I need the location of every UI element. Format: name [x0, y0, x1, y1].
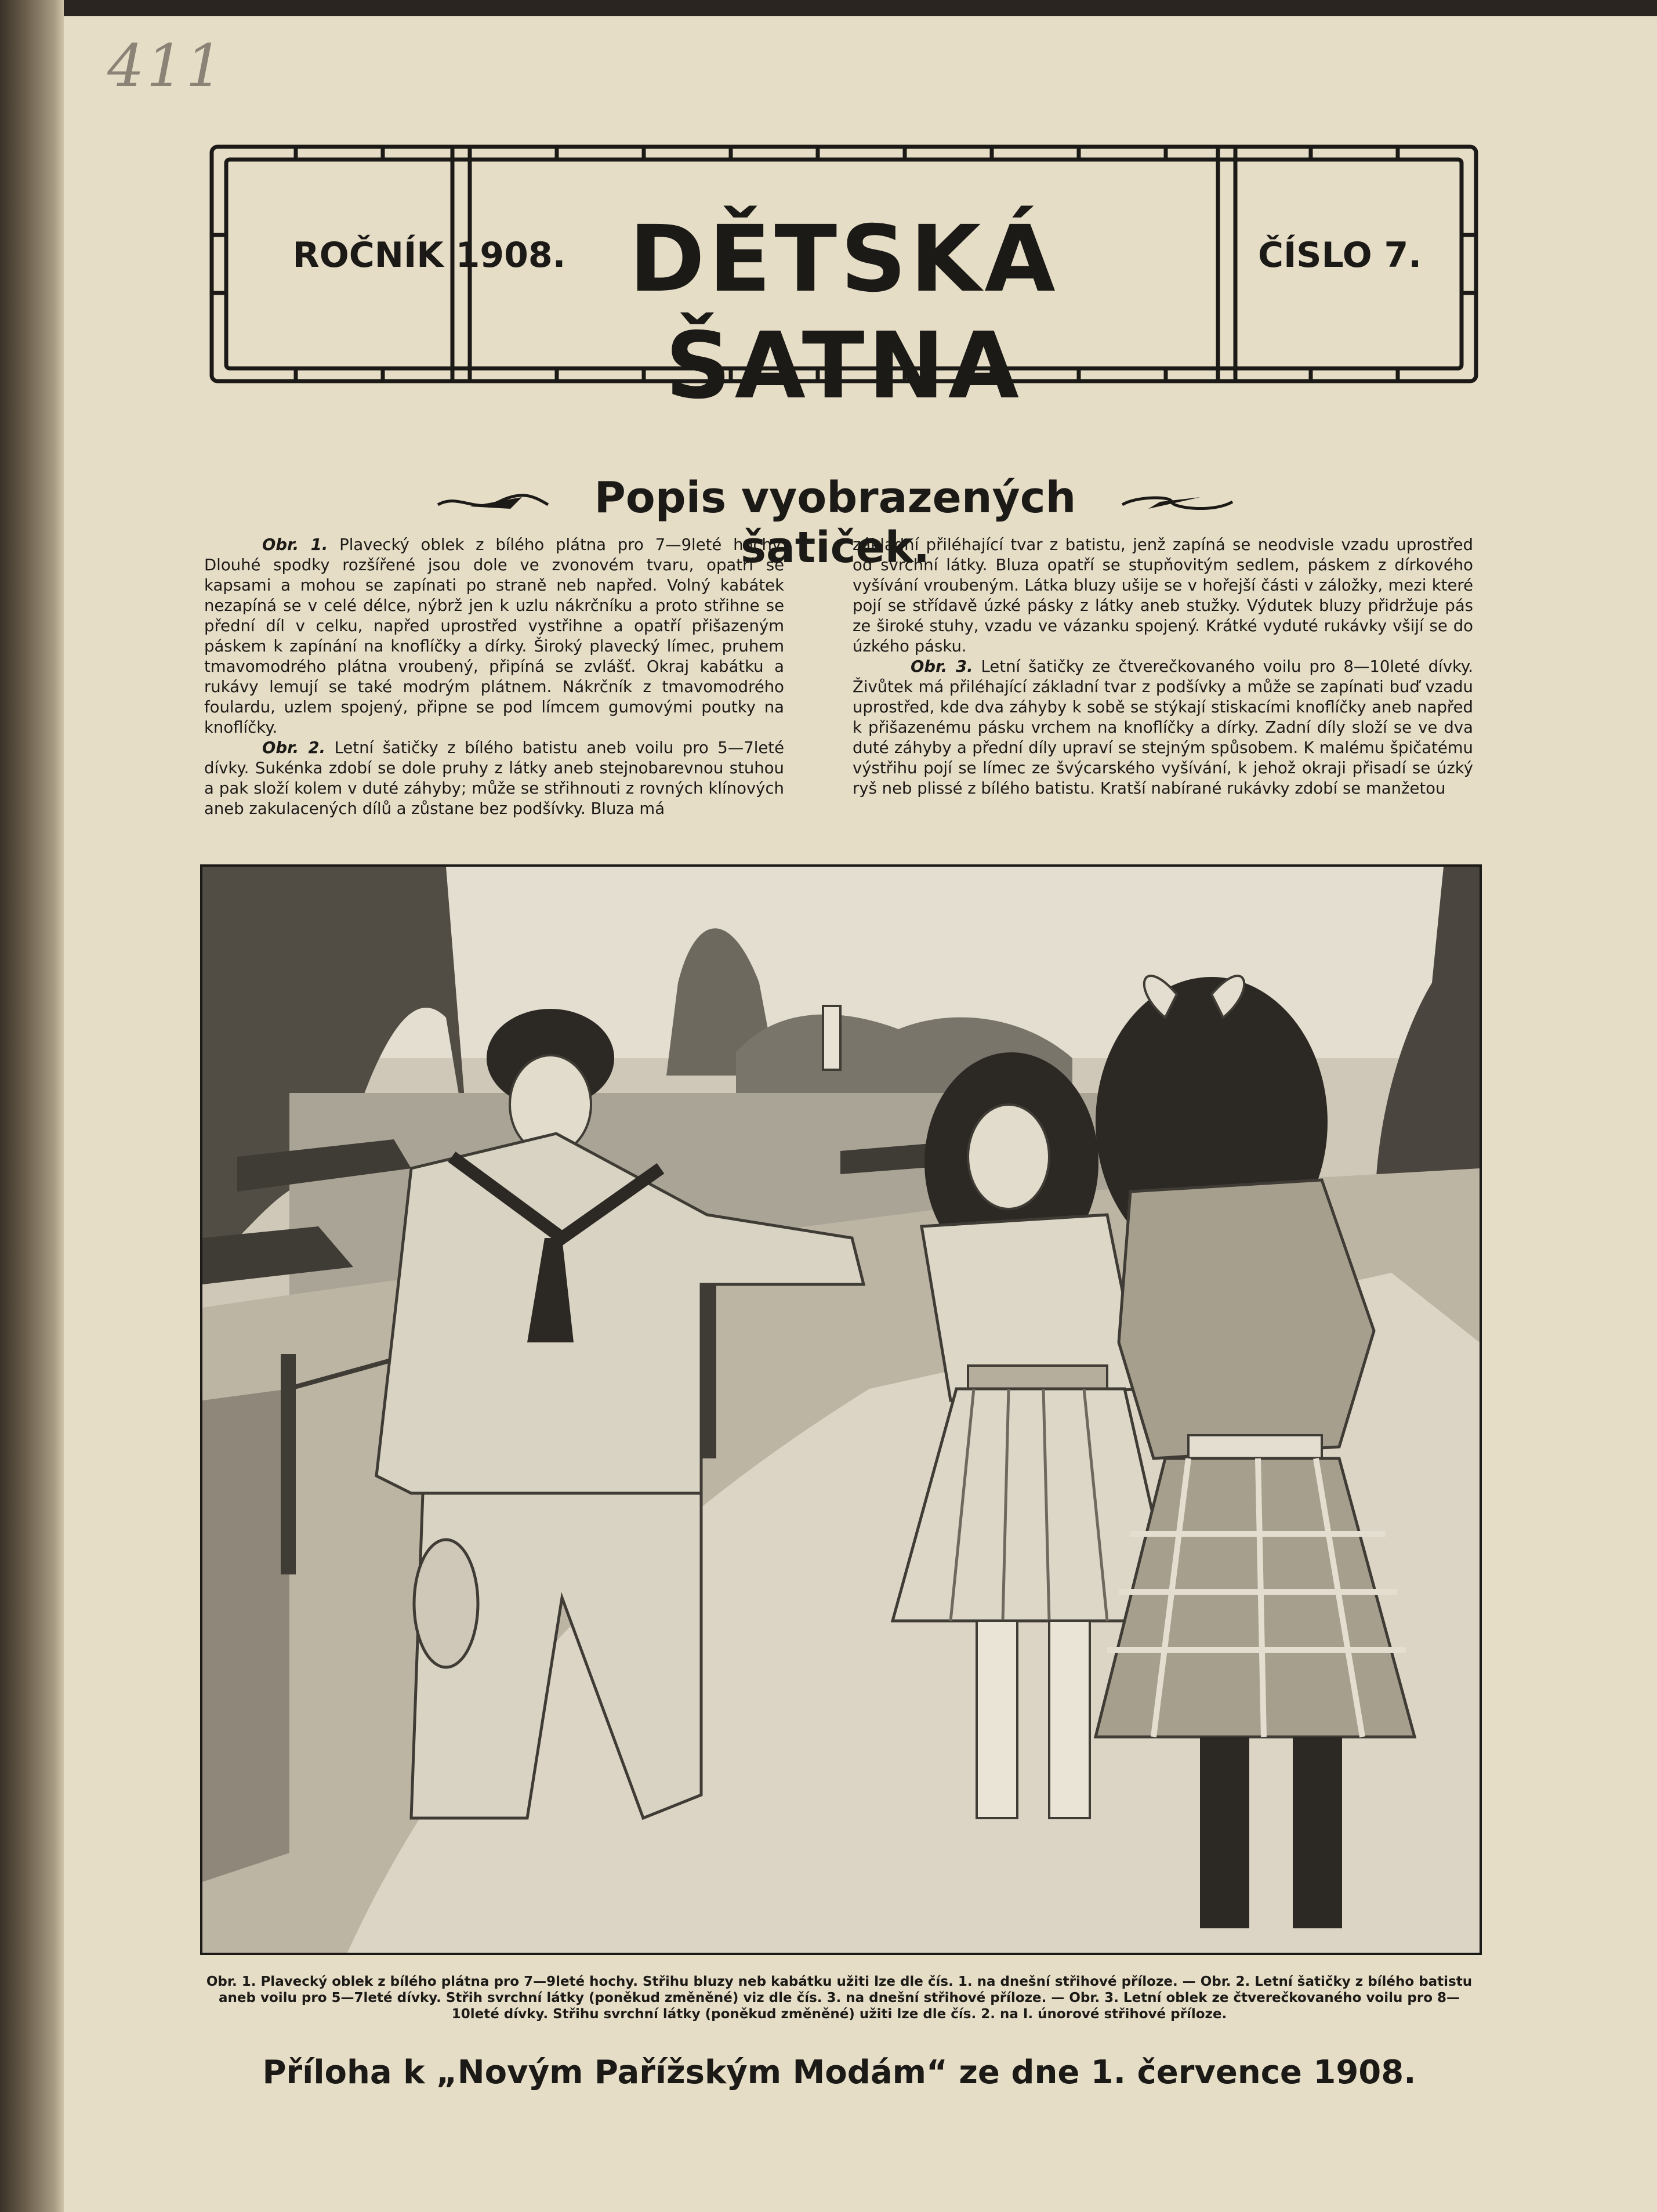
article-column-left [204, 535, 784, 819]
left-flourish-icon [435, 484, 551, 519]
article-obr2-continued: základní přiléhající tvar z batistu, jenž zapíná se neodvisle vzadu uprostřed od svrchní látky. Bluza opatří se stupňovitým sedlem, páskem z dírkového vyšívání vroubeným. Látka bluzy ušije se v hořejší části v záložky, mezi které pojí se střídavě úzké pásky z látky aneb stužky. Výdutek bluzy přidržuje pás ze široké stuhy, vzadu ve vázanku spojený. Krátké vyduté rukávky všijí se do úzkého pásku. [853, 535, 1473, 656]
masthead-title: DĚTSKÁ ŠATNA [629, 206, 1059, 419]
masthead [209, 142, 1479, 419]
park-scene-engraving [202, 867, 1480, 1953]
section-heading [418, 473, 1253, 573]
volume-year: ROČNÍK 1908. [292, 235, 566, 276]
obr1-text: Plavecký oblek z bílého plátna pro 7—9leté hochy. Dlouhé spodky rozšířené jsou dole ve zvonovém tvaru, opatří se kapsami a mohou se zapínati po straně neb napřed. Volný kabátek nezapíná se v celé délce, nýbrž jen k uzlu nákrčníku a proto střihne se přední díl v celku, napřed uprostřed vystřihne a opatří přišazeným páskem k zapínání na knoflíčky a dírky. Široký plavecký límec, pruhem tmavomodrého plátna vroubený, připíná se zvlášť. Okraj kabátku a rukávy lemují se také modrým plátnem. Nákrčník z tmavomodrého foulardu, uzlem spojený, připne se pod límcem gumovými poutky na knoflíčky. [204, 535, 785, 737]
fashion-illustration [200, 864, 1482, 1955]
article-column-right [853, 535, 1473, 799]
obr2-label: Obr. 2. [262, 738, 326, 757]
obr3-label: Obr. 3. [911, 657, 973, 676]
heading-text: Popis vyobrazených šatiček. [594, 473, 1076, 573]
book-binding [0, 0, 64, 2212]
article-obr1 [204, 535, 784, 738]
obr1-label: Obr. 1. [262, 535, 328, 554]
article-obr3 [853, 657, 1473, 799]
obr2-text: Letní šatičky z bílého batistu aneb voilu pro 5—7leté dívky. Sukénka zdobí se dole pruhy z látky aneb stejnobarevnou stuhou a pak složí kolem v duté záhyby; může se střihnouti z rovných klínových aneb zakulacených dílů a zůstane bez podšívky. Bluza má [204, 738, 784, 818]
handwritten-margin-note: 411 [107, 32, 225, 100]
article-obr2 [204, 738, 784, 819]
supplement-note: Příloha k „Novým Pařížským Modám“ ze dne 1. července 1908. [262, 2054, 1416, 2091]
right-flourish-icon [1119, 484, 1235, 519]
figure-caption: Obr. 1. Plavecký oblek z bílého plátna pro 7—9leté hochy. Střihu bluzy neb kabátku užiti lze dle čís. 1. na dnešní střihové příloze. — Obr. 2. Letní šatičky z bílého batistu aneb voilu pro 5—7leté dívky. Střih svrchní látky (poněkud změněné) viz dle čís. 3. na dnešní střihové příloze. — Obr. 3. Letní oblek ze čtverečkovaného voilu pro 8—10leté dívky. Střihu svrchní látky (poněkud změněné) užiti lze dle čís. 2. na I. únorové střihové příloze. [206, 1974, 1473, 2022]
obr3-text: Letní šatičky ze čtverečkovaného voilu pro 8—10leté dívky. Živůtek má přiléhající základní tvar z podšívky a může se zapínati buď vzadu uprostřed, kde dva záhyby k sobě se stýkají stiskacími knoflíčky aneb napřed k přišazenému pásku vrchem na knoflíčky a dírky. Zadní díly složí se ve dva duté záhyby a přední díly upraví se stejným spůsobem. K malému špičatému výstřihu pojí se límec ze švýcarského vyšívání, k jehož okraji přisadí se úzký ryš neb plissé z bílého batistu. Kratší nabírané rukávky zdobí se manžetou [853, 657, 1474, 798]
issue-number: ČÍSLO 7. [1257, 235, 1422, 276]
